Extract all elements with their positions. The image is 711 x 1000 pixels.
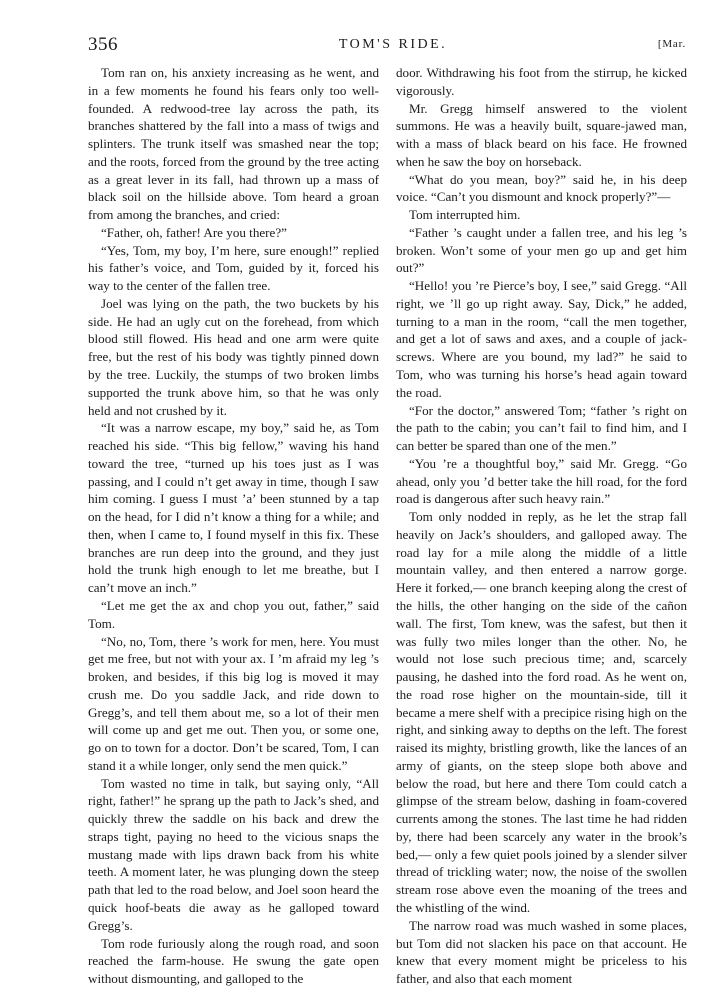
issue-month: [Mar. [657,38,686,50]
page-header [88,34,698,60]
paragraph: The narrow road was much washed in some places, but Tom did not slacken his pace on that account. He knew that every moment might be priceless to his father, and also that each moment [396,917,687,987]
paragraph: “It was a narrow escape, my boy,” said he, as Tom reached his side. “This big fellow,” waving his hand toward the tree, “turned up his toes just as I was passing, and I could n’t get away in time, though I saw him coming. I guess I must ’a’ been stunned by a tap on the head, for I did n’t know a thing for a while; and then, when I came to, I found myself in this fix. These branches are run deep into the ground, and they just hold the trunk high enough to let me breathe, but I can’t move an inch.” [88,420,379,596]
paragraph: Tom wasted no time in talk, but saying only, “All right, father!” he sprang up the path to Jack’s shed, and quickly threw the saddle on his back and drew the straps tight, paying no heed to the vicious snaps the mustang made with lips drawn back from his white teeth. A moment later, he was plunging down the steep path that led to the road below, and Joel soon heard the quick hoof-beats die away as he galloped toward Gregg’s. [88,775,379,933]
paragraph: “Yes, Tom, my boy, I’m here, sure enough!” replied his father’s voice, and Tom, guided by it, forced his way to the center of the fallen tree. [88,242,379,294]
paragraph: Joel was lying on the path, the two buckets by his side. He had an ugly cut on the forehead, from which blood still flowed. His head and one arm were quite free, but the rest of his body was tightly pinned down by the tree. Luckily, the stumps of two broken limbs supported the trunk above him, so that he was only held and not crushed by it. [88,295,379,418]
paragraph: “Let me get the ax and chop you out, father,” said Tom. [88,597,379,631]
left-column [88,64,379,988]
paragraph: “For the doctor,” answered Tom; “father ’s right on the path to the cabin; you can’t fail to find him, and I can better be spared than one of the men.” [396,402,687,454]
paragraph: “Father ’s caught under a fallen tree, and his leg ’s broken. Won’t some of your men go up and get him out?” [396,224,687,276]
paragraph: Tom rode furiously along the rough road, and soon reached the farm-house. He swung the gate open without dismounting, and galloped to the [88,935,379,987]
paragraph: Tom only nodded in reply, as he let the strap fall heavily on Jack’s shoulders, and galloped away. The road lay for a mile along the middle of a little mountain valley, and then entered a narrow gorge. Here it forked,— one branch keeping along the crest of the hills, the other hanging on the side of the cañon wall. The first, Tom knew, was the safest, but then it was fully two miles longer than the other. No, he would not lose such precious time; and, scarcely pausing, he dashed into the ford road. As he went on, the road rose higher on the mountain-side, till it became a mere shelf with a precipice rising high on the right, and sinking away to depths on the left. The forest raised its mighty, bristling growth, like the lances of an army of giants, on the steep slope both above and below the road, but here and there Tom could catch a glimpse of the stream below, dashing in foam-covered currents among the stones. The last time he had ridden by, there had been scarcely any water in the brook’s bed,— only a few quiet pools joined by a slender silver thread of trickling water; now, the noise of the swollen stream rose above even the moaning of the trees and the whistling of the wind. [396,509,687,915]
paragraph: “Hello! you ’re Pierce’s boy, I see,” said Gregg. “All right, we ’ll go up right away. Say, Dick,” he added, turning to a man in the room, “call the men together, and get a lot of saws and axes, and a couple of jack-screws. Where are you bound, my lad?” he said to Tom, who was turning his horse’s head again toward the road. [396,278,687,400]
paragraph: “You ’re a thoughtful boy,” said Mr. Gregg. “Go ahead, only you ’d better take the hill road, for the ford road is dangerous after such heavy rain.” [396,455,687,507]
paragraph: Tom ran on, his anxiety increasing as he went, and in a few moments he found his fears only too well-founded. A redwood-tree lay across the path, its branches shattered by the fall into a mass of twigs and splinters. The trunk itself was smashed near the top; and the roots, forced from the ground by the tree acting as a great lever in its fall, had thrown up a mass of black soil on the hillside above. Tom heard a groan from among the branches, and cried: [88,65,379,223]
paragraph: Tom interrupted him. [409,207,521,223]
paragraph-continued: door. Withdrawing his foot from the stirrup, he kicked vigorously. [396,65,687,98]
paragraph: “No, no, Tom, there ’s work for men, here. You must get me free, but not with your ax. I ’m afraid my leg ’s broken, and besides, if this big log is moved it may crush me. Do you saddle Jack, and ride down to Gregg’s, and tell them about me, so a lot of their men will come up and get me out. Then you, or some one, go on to town for a doctor. Don’t be scared, Tom, I can stand it a while longer, only send the men quick.” [88,633,379,773]
page-number: 356 [88,34,118,55]
running-title: TOM'S RIDE. [338,37,448,52]
paragraph: “Father, oh, father! Are you there?” [101,224,287,240]
paragraph: “What do you mean, boy?” said he, in his deep voice. “Can’t you dismount and knock properly?”— [396,171,687,205]
paragraph: Mr. Gregg himself answered to the violent summons. He was a heavily built, square-jawed man, with a mass of black beard on his face. He frowned when he saw the boy on horseback. [396,100,687,169]
right-column [396,64,687,988]
